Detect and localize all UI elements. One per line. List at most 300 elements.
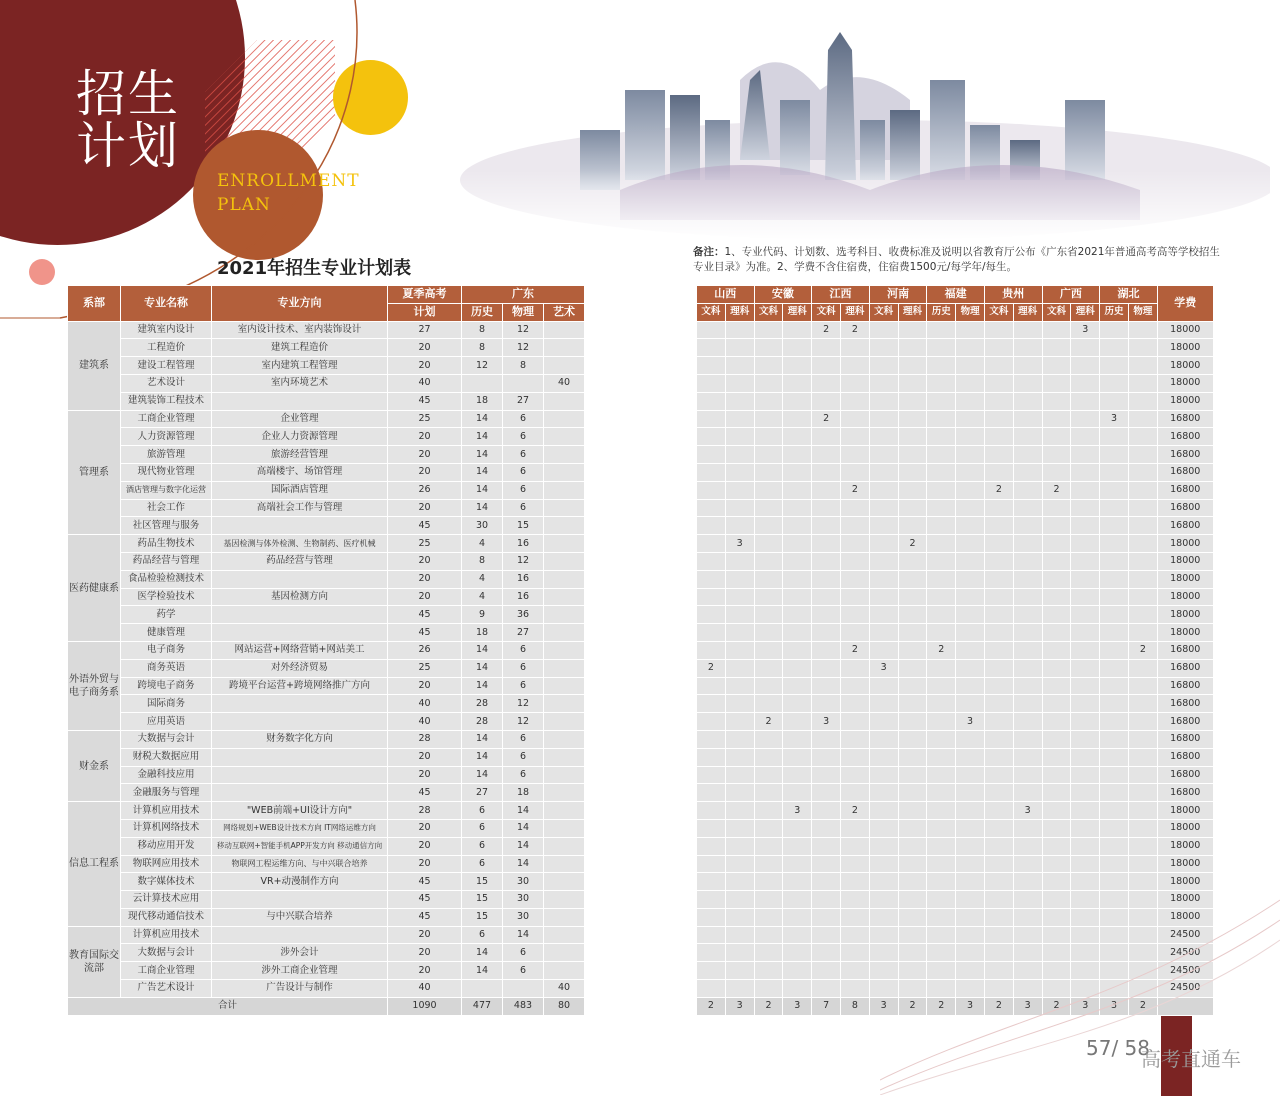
table-row	[68, 517, 585, 535]
province-cell	[840, 944, 869, 962]
table-row	[68, 624, 585, 642]
fee-cell: 18000	[1157, 552, 1213, 570]
province-cell	[812, 873, 841, 891]
province-cell	[754, 552, 783, 570]
major-cell: 金融服务与管理	[121, 784, 212, 802]
province-cell	[754, 695, 783, 713]
province-cell	[869, 819, 898, 837]
province-cell	[927, 766, 956, 784]
province-cell	[754, 908, 783, 926]
province-cell	[927, 517, 956, 535]
fee-cell: 16800	[1157, 784, 1213, 802]
province-cell	[812, 374, 841, 392]
province-cell	[898, 837, 927, 855]
province-cell	[1100, 463, 1129, 481]
province-cell	[898, 713, 927, 731]
major-cell: 大数据与会计	[121, 944, 212, 962]
province-cell	[725, 944, 754, 962]
fee-cell: 18000	[1157, 908, 1213, 926]
fee-cell: 18000	[1157, 570, 1213, 588]
province-cell	[697, 463, 726, 481]
province-cell	[812, 980, 841, 998]
province-cell	[697, 713, 726, 731]
province-cell	[754, 837, 783, 855]
province-cell	[1100, 535, 1129, 553]
province-cell	[783, 713, 812, 731]
header-subject: 历史	[927, 303, 956, 321]
province-cell	[1100, 481, 1129, 499]
province-cell	[956, 552, 985, 570]
province-cell	[783, 677, 812, 695]
province-total-cell: 2	[697, 997, 726, 1015]
major-cell: 财税大数据应用	[121, 748, 212, 766]
province-cell	[898, 659, 927, 677]
province-cell	[840, 695, 869, 713]
province-row	[697, 624, 1214, 642]
province-cell	[869, 624, 898, 642]
province-cell	[927, 784, 956, 802]
province-cell	[869, 837, 898, 855]
major-cell: 国际商务	[121, 695, 212, 713]
direction-cell: VR+动漫制作方向	[212, 873, 388, 891]
physics-cell: 14	[503, 855, 544, 873]
province-cell	[927, 446, 956, 464]
province-cell	[812, 908, 841, 926]
province-cell	[869, 855, 898, 873]
province-cell	[725, 837, 754, 855]
table-row	[68, 962, 585, 980]
province-cell	[1071, 552, 1100, 570]
province-cell	[783, 446, 812, 464]
province-cell	[725, 908, 754, 926]
province-cell	[840, 713, 869, 731]
province-cell	[754, 855, 783, 873]
physics-cell: 36	[503, 606, 544, 624]
art-cell	[544, 677, 585, 695]
province-cell	[754, 802, 783, 820]
art-cell	[544, 944, 585, 962]
province-cell	[783, 517, 812, 535]
province-cell	[1128, 535, 1157, 553]
province-cell	[697, 624, 726, 642]
province-cell	[725, 784, 754, 802]
province-cell	[1071, 730, 1100, 748]
physics-cell: 6	[503, 641, 544, 659]
province-cell	[1071, 802, 1100, 820]
header-subject: 理科	[898, 303, 927, 321]
province-cell	[984, 392, 1013, 410]
province-cell	[898, 748, 927, 766]
header-direction: 专业方向	[212, 286, 388, 322]
total-plan: 1090	[388, 997, 462, 1015]
history-cell: 14	[462, 748, 503, 766]
province-cell	[725, 766, 754, 784]
province-cell	[956, 695, 985, 713]
province-cell	[840, 891, 869, 909]
table-row	[68, 873, 585, 891]
province-total-cell: 7	[812, 997, 841, 1015]
art-cell	[544, 339, 585, 357]
province-cell	[869, 339, 898, 357]
plan-cell: 28	[388, 730, 462, 748]
province-cell	[725, 428, 754, 446]
province-cell	[869, 535, 898, 553]
province-cell	[840, 374, 869, 392]
physics-cell	[503, 374, 544, 392]
province-cell	[1128, 374, 1157, 392]
direction-cell: 企业人力资源管理	[212, 428, 388, 446]
province-cell	[1100, 339, 1129, 357]
art-cell	[544, 321, 585, 339]
province-cell	[1128, 837, 1157, 855]
province-cell	[1013, 748, 1042, 766]
direction-cell	[212, 570, 388, 588]
province-row	[697, 570, 1214, 588]
province-cell	[697, 730, 726, 748]
physics-cell: 14	[503, 837, 544, 855]
province-cell	[783, 695, 812, 713]
province-cell	[984, 588, 1013, 606]
province-cell	[725, 481, 754, 499]
province-cell	[984, 463, 1013, 481]
history-cell: 14	[462, 766, 503, 784]
province-cell: 2	[1042, 481, 1071, 499]
province-cell	[812, 962, 841, 980]
header-subject: 文科	[812, 303, 841, 321]
province-cell	[984, 730, 1013, 748]
dept-cell: 信息工程系	[68, 802, 121, 927]
province-cell	[1071, 855, 1100, 873]
direction-cell: 企业管理	[212, 410, 388, 428]
province-row	[697, 677, 1214, 695]
art-cell	[544, 713, 585, 731]
plan-cell: 40	[388, 695, 462, 713]
province-cell	[783, 606, 812, 624]
table-row	[68, 641, 585, 659]
section-title-cn	[76, 65, 186, 175]
province-cell	[783, 926, 812, 944]
province-total-cell: 2	[898, 997, 927, 1015]
province-cell	[812, 891, 841, 909]
province-cell	[898, 446, 927, 464]
physics-cell: 12	[503, 339, 544, 357]
province-cell	[783, 980, 812, 998]
table-row	[68, 802, 585, 820]
province-cell	[1071, 819, 1100, 837]
province-cell	[840, 606, 869, 624]
province-cell	[1071, 410, 1100, 428]
province-cell	[697, 855, 726, 873]
total-label: 合计	[68, 997, 388, 1015]
history-cell: 15	[462, 908, 503, 926]
province-total-cell: 2	[984, 997, 1013, 1015]
history-cell: 14	[462, 446, 503, 464]
province-cell	[697, 926, 726, 944]
province-cell	[783, 944, 812, 962]
province-cell	[1042, 499, 1071, 517]
province-cell	[1013, 535, 1042, 553]
physics-cell: 6	[503, 481, 544, 499]
remarks-note	[693, 245, 1223, 275]
province-cell	[754, 624, 783, 642]
province-cell	[984, 855, 1013, 873]
direction-cell: 室内建筑工程管理	[212, 357, 388, 375]
province-cell	[1013, 339, 1042, 357]
province-row	[697, 321, 1214, 339]
province-cell	[1128, 659, 1157, 677]
province-cell	[984, 535, 1013, 553]
physics-cell: 6	[503, 410, 544, 428]
province-cell	[754, 748, 783, 766]
province-cell	[697, 873, 726, 891]
art-cell	[544, 784, 585, 802]
province-cell	[898, 463, 927, 481]
province-row	[697, 855, 1214, 873]
province-cell	[697, 748, 726, 766]
fee-cell: 16800	[1157, 428, 1213, 446]
province-cell	[1013, 446, 1042, 464]
title-en-line2: PLAN	[217, 195, 271, 215]
major-cell: 建筑室内设计	[121, 321, 212, 339]
province-cell	[898, 339, 927, 357]
province-cell	[1100, 624, 1129, 642]
direction-cell	[212, 748, 388, 766]
province-cell	[783, 641, 812, 659]
province-cell	[1013, 463, 1042, 481]
province-cell	[927, 588, 956, 606]
header-summer-plan: 夏季高考	[388, 286, 462, 304]
province-cell	[697, 446, 726, 464]
history-cell: 14	[462, 428, 503, 446]
direction-cell: 高端社会工作与管理	[212, 499, 388, 517]
header-province: 贵州	[984, 286, 1042, 304]
table-title: 2021年招生专业计划表	[217, 258, 412, 279]
table-row	[68, 410, 585, 428]
province-cell	[1071, 695, 1100, 713]
province-cell	[898, 321, 927, 339]
header-subject: 文科	[984, 303, 1013, 321]
province-cell	[697, 695, 726, 713]
province-cell	[697, 392, 726, 410]
province-cell	[697, 980, 726, 998]
major-cell: 商务英语	[121, 659, 212, 677]
province-cell	[725, 962, 754, 980]
province-total-cell: 8	[840, 997, 869, 1015]
province-cell	[956, 481, 985, 499]
history-cell	[462, 980, 503, 998]
province-total-cell: 3	[725, 997, 754, 1015]
province-cell	[1013, 766, 1042, 784]
plan-cell: 25	[388, 659, 462, 677]
physics-cell: 6	[503, 463, 544, 481]
province-cell	[840, 588, 869, 606]
province-cell	[927, 677, 956, 695]
province-cell	[1128, 588, 1157, 606]
province-cell	[1128, 624, 1157, 642]
province-cell	[812, 695, 841, 713]
province-cell	[869, 677, 898, 695]
major-cell: 跨境电子商务	[121, 677, 212, 695]
province-cell	[697, 374, 726, 392]
art-cell	[544, 446, 585, 464]
major-cell: 药学	[121, 606, 212, 624]
art-cell	[544, 802, 585, 820]
province-cell: 2	[840, 321, 869, 339]
province-cell	[697, 837, 726, 855]
province-cell	[1013, 713, 1042, 731]
province-cell	[1071, 606, 1100, 624]
province-cell	[1128, 677, 1157, 695]
province-cell	[898, 624, 927, 642]
history-cell: 6	[462, 926, 503, 944]
province-cell	[754, 641, 783, 659]
province-cell	[725, 570, 754, 588]
header-subject: 理科	[783, 303, 812, 321]
fee-cell: 18000	[1157, 374, 1213, 392]
province-cell	[725, 446, 754, 464]
fee-cell: 24500	[1157, 926, 1213, 944]
province-row	[697, 357, 1214, 375]
table-row	[68, 374, 585, 392]
province-cell	[725, 463, 754, 481]
note-label: 备注：	[693, 246, 725, 258]
province-cell	[754, 730, 783, 748]
plan-cell: 26	[388, 481, 462, 499]
province-cell	[869, 446, 898, 464]
province-cell	[927, 552, 956, 570]
province-cell: 2	[697, 659, 726, 677]
table-row	[68, 321, 585, 339]
major-cell: 现代移动通信技术	[121, 908, 212, 926]
province-cell	[1100, 641, 1129, 659]
province-cell	[812, 944, 841, 962]
province-cell	[1128, 339, 1157, 357]
province-cell	[840, 837, 869, 855]
province-cell	[984, 819, 1013, 837]
major-cell: 计算机网络技术	[121, 819, 212, 837]
province-cell	[840, 357, 869, 375]
direction-cell: "WEB前端+UI设计方向"	[212, 802, 388, 820]
header-province: 河南	[869, 286, 927, 304]
province-cell	[927, 410, 956, 428]
art-cell	[544, 873, 585, 891]
province-cell	[725, 321, 754, 339]
province-row	[697, 713, 1214, 731]
province-cell: 2	[840, 641, 869, 659]
history-cell: 28	[462, 695, 503, 713]
province-cell	[697, 891, 726, 909]
province-cell	[1042, 819, 1071, 837]
province-cell	[1013, 695, 1042, 713]
province-cell	[927, 481, 956, 499]
province-cell	[927, 463, 956, 481]
province-row	[697, 641, 1214, 659]
province-cell	[1071, 713, 1100, 731]
header-province: 安徽	[754, 286, 812, 304]
province-cell	[754, 570, 783, 588]
province-cell	[1013, 677, 1042, 695]
table-row	[68, 535, 585, 553]
province-row	[697, 695, 1214, 713]
province-cell	[1013, 730, 1042, 748]
header-subject: 文科	[869, 303, 898, 321]
province-row	[697, 374, 1214, 392]
province-cell	[812, 552, 841, 570]
physics-cell: 15	[503, 517, 544, 535]
art-cell	[544, 891, 585, 909]
province-cell	[984, 357, 1013, 375]
province-cell	[783, 321, 812, 339]
province-cell	[725, 748, 754, 766]
province-row	[697, 499, 1214, 517]
province-cell	[754, 374, 783, 392]
province-cell	[869, 428, 898, 446]
province-cell	[783, 463, 812, 481]
physics-cell: 30	[503, 873, 544, 891]
province-cell	[783, 374, 812, 392]
art-cell	[544, 926, 585, 944]
direction-cell	[212, 926, 388, 944]
header-subject: 物理	[1128, 303, 1157, 321]
major-cell: 人力资源管理	[121, 428, 212, 446]
province-cell	[1042, 374, 1071, 392]
province-cell	[783, 339, 812, 357]
major-cell: 金融科技应用	[121, 766, 212, 784]
province-cell	[1013, 606, 1042, 624]
province-cell	[754, 873, 783, 891]
province-cell	[697, 944, 726, 962]
direction-cell: 移动互联网+智能手机APP开发方向 移动通信方向	[212, 837, 388, 855]
province-cell	[984, 784, 1013, 802]
province-cell	[927, 730, 956, 748]
province-cell	[1071, 446, 1100, 464]
direction-cell: 旅游经营管理	[212, 446, 388, 464]
plan-cell: 20	[388, 819, 462, 837]
province-cell	[697, 606, 726, 624]
province-cell	[1128, 357, 1157, 375]
province-row	[697, 428, 1214, 446]
direction-cell: 网络规划+WEB设计技术方向 IT网络运维方向	[212, 819, 388, 837]
fee-cell: 16800	[1157, 446, 1213, 464]
fee-cell: 18000	[1157, 321, 1213, 339]
province-cell	[1042, 837, 1071, 855]
province-cell	[840, 499, 869, 517]
province-cell	[697, 908, 726, 926]
direction-cell: 涉外工商企业管理	[212, 962, 388, 980]
province-cell	[1042, 748, 1071, 766]
province-cell	[1071, 481, 1100, 499]
province-cell	[927, 713, 956, 731]
province-cell	[956, 374, 985, 392]
province-cell	[725, 552, 754, 570]
major-cell: 药品经营与管理	[121, 552, 212, 570]
province-cell	[1128, 552, 1157, 570]
province-cell	[754, 499, 783, 517]
province-cell	[1128, 695, 1157, 713]
province-cell	[1013, 392, 1042, 410]
art-cell	[544, 730, 585, 748]
province-cell	[1100, 588, 1129, 606]
table-row	[68, 339, 585, 357]
fee-cell: 18000	[1157, 392, 1213, 410]
province-cell	[898, 410, 927, 428]
province-cell	[840, 784, 869, 802]
province-cell	[1100, 321, 1129, 339]
province-cell	[783, 552, 812, 570]
province-cell	[1042, 428, 1071, 446]
physics-cell: 6	[503, 730, 544, 748]
plan-cell: 45	[388, 908, 462, 926]
